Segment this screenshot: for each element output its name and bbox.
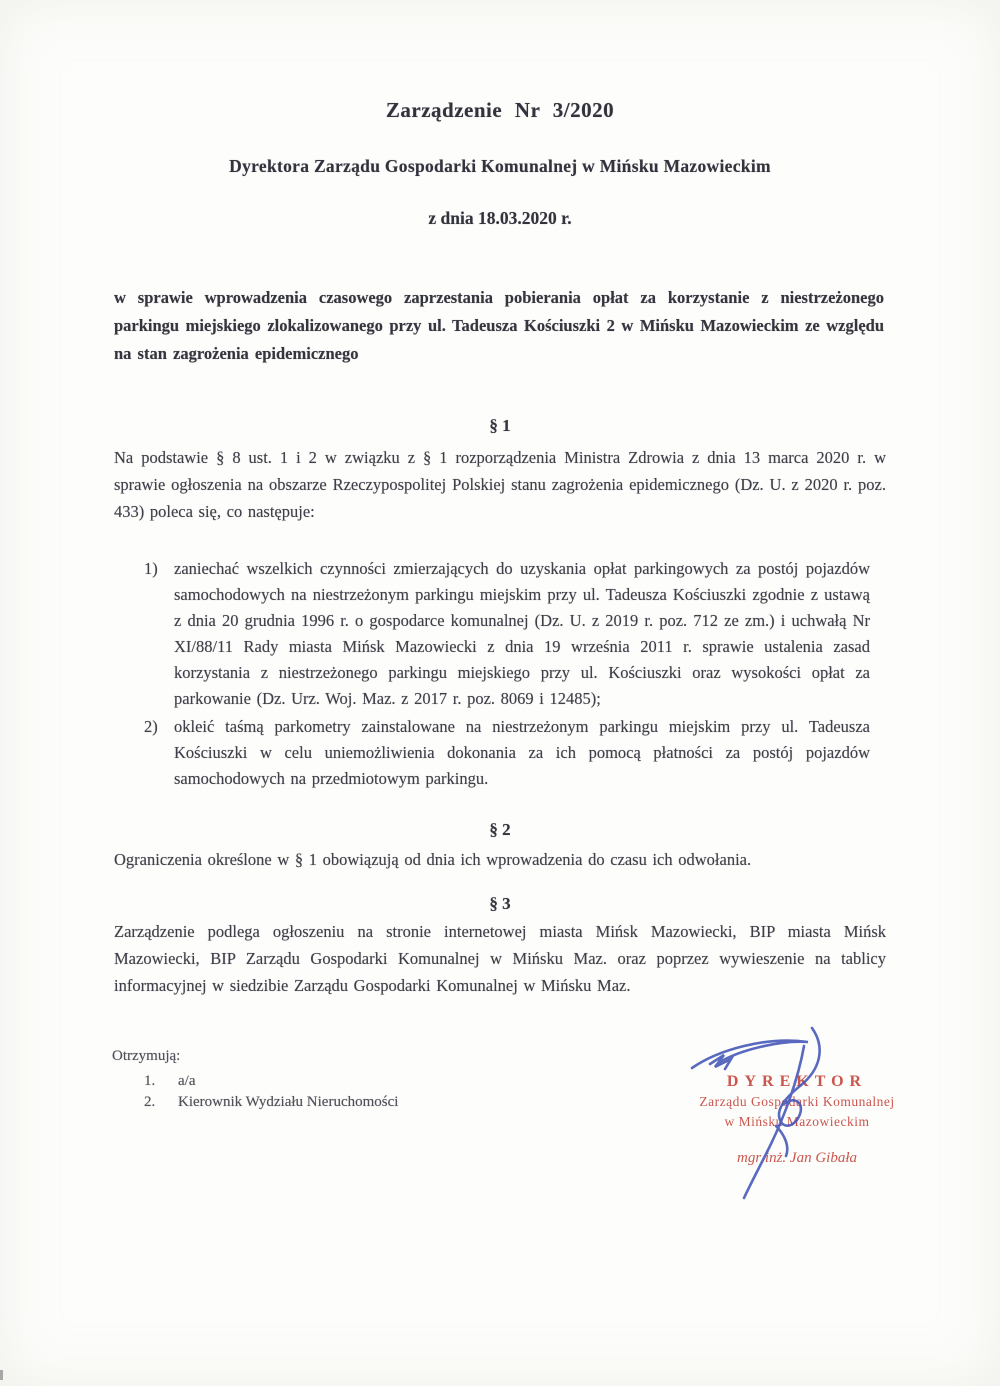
section-3-body: Zarządzenie podlega ogłoszeniu na stronie internetowej miasta Mińsk Mazowiecki, BIP miasta Mińsk Mazowiecki, BIP Zarządu Gospodarki Komunalnej w Mińsku Maz. oraz poprzez wywieszenie na tablicy informacyjnej w siedzibie Zarządu Gospodarki Komunalnej w Mińsku Maz. [114,922,886,995]
document-title: Zarządzenie Nr 3/2020 [385,98,615,122]
document-date: z dnia 18.03.2020 r. [428,208,572,228]
section-2-body: Ograniczenia określone w § 1 obowiązują od dnia ich wprowadzenia do czasu ich odwołania. [114,850,752,869]
distribution-item [144,1071,532,1092]
list-item [144,714,870,792]
list-item-text: zaniechać wszelkich czynności zmierzających do uzyskania opłat parkingowych za postój pojazdów samochodowych na niestrzeżonym parkingu miejskim przy ul. Tadeusza Kościuszki zgodnie z ustawą z dnia 20 grudnia 1996 r. o gospodarce komunalnej (Dz. U. z 2019 r. poz. 712 ze zm.) i uchwałą Nr XI/88/11 Rady miasta Mińsk Mazowiecki z dnia 19 września 2011 r. sprawie ustalenia zasad korzystania z niestrzeżonego parkingu miejskiego przy ul. Kościuszki oraz wysokości opłat za parkowanie (Dz. Urz. Woj. Maz. z 2017 r. poz. 8069 i 12485); [174,559,870,708]
distribution-items [144,1071,532,1113]
section-1-numbered-list [144,556,870,792]
distribution-block [112,1046,532,1113]
section-3-heading: § 3 [489,894,511,913]
issuing-authority: Dyrektora Zarządu Gospodarki Komunalnej w Mińsku Mazowieckim [229,156,771,176]
distribution-item-text: Kierownik Wydziału Nieruchomości [178,1094,399,1110]
distribution-item-number: 2. [144,1094,156,1110]
section-1-intro: Na podstawie § 8 ust. 1 i 2 w związku z § 1 rozporządzenia Ministra Zdrowia z dnia 13 marca 2020 r. w sprawie ogłoszenia na obszarze Rzeczypospolitej Polskiej stanu zagrożenia epidemicznego (Dz. U. z 2020 r. poz. 433) poleca się, co następuje: [114,448,886,521]
list-item-number: 2) [144,717,158,736]
distribution-item-text: a/a [178,1073,196,1089]
section-2-heading: § 2 [489,820,511,839]
stamp-signatory-name: mgr inż. Jan Gibała [737,1150,857,1166]
section-1-heading: § 1 [489,416,511,435]
stamp-org-line1: Zarządu Gospodarki Komunalnej [699,1094,895,1109]
list-item-number: 1) [144,559,158,578]
list-item-text: okleić taśmą parkometry zainstalowane na niestrzeżonym parkingu miejskim przy ul. Tadeusza Kościuszki w celu uniemożliwienia dokonania za ich pomocą płatności za postój pojazdów samochodowych na przedmiotowym parkingu. [174,717,870,788]
distribution-item-number: 1. [144,1073,156,1089]
scan-artifact [0,1370,3,1380]
distribution-label: Otrzymują: [112,1048,181,1064]
stamp-title: DYREKTOR [726,1073,868,1090]
list-item [144,556,870,712]
document-subject: w sprawie wprowadzenia czasowego zaprzestania pobierania opłat za korzystanie z niestrzeżonego parkingu miejskiego zlokalizowanego przy ul. Tadeusza Kościuszki 2 w Mińsku Mazowieckim ze względu na stan zagrożenia epidemicznego [114,288,884,363]
stamp-org-line2: w Mińsku Mazowieckim [724,1114,870,1129]
director-stamp [652,1072,942,1168]
distribution-item [144,1092,532,1113]
